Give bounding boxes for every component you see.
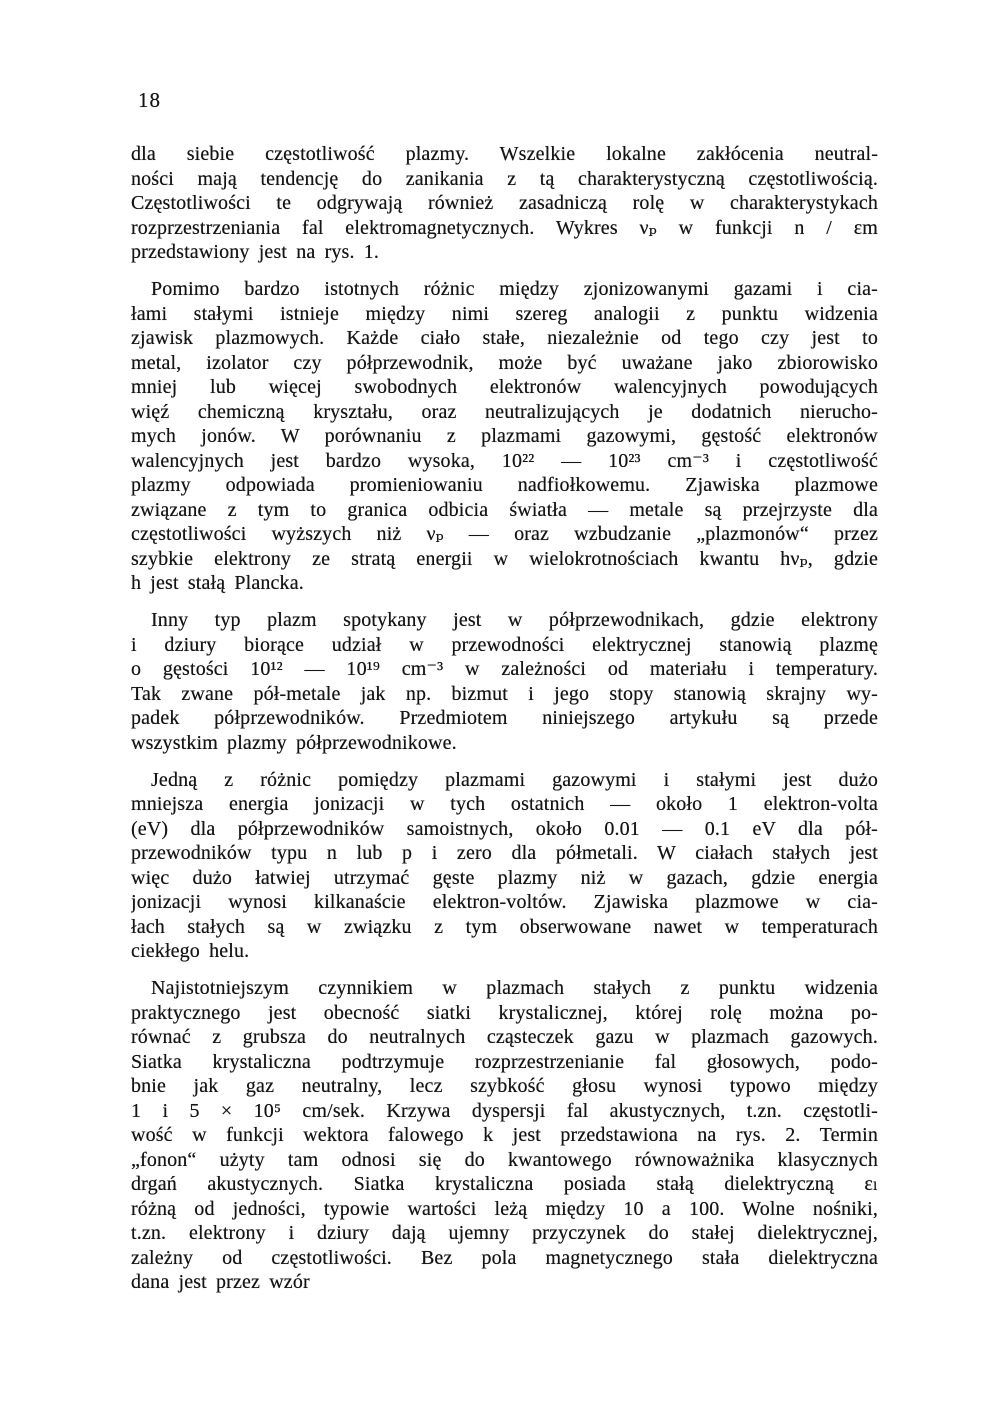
text-line: wszystkim plazmy półprzewodnikowe. — [131, 731, 457, 754]
text-line: h jest stałą Plancka. — [131, 572, 304, 594]
text-line: dla siebie częstotliwość plazmy. Wszelkie lokalne zakłócenia neutral- — [131, 143, 878, 165]
text-line: ności mają tendencję do zanikania z tą charakterystyczną częstotliwością. — [131, 167, 878, 190]
text-line: przedstawiony jest na rys. 1. — [131, 241, 380, 263]
text-line: równać z grubsza do neutralnych cząsteczek gazu w plazmach gazowych. — [131, 1026, 878, 1048]
text-line: Pomimo bardzo istotnych różnic między zjonizowanymi gazami i cia- — [151, 278, 878, 300]
page-number: 18 — [138, 88, 161, 112]
paragraph — [131, 142, 878, 265]
text-line: mniejsza energia jonizacji w tych ostatnich — około 1 elektron-volta — [131, 793, 878, 815]
paragraph — [131, 277, 878, 596]
text-line: szybkie elektrony ze stratą energii w wielokrotnościach kwantu hνₚ, gdzie — [131, 547, 878, 570]
text-line: łami stałymi istnieje między nimi szereg analogii z punktu widzenia — [131, 302, 878, 325]
text-line: wość w funkcji wektora falowego k jest przedstawiona na rys. 2. Termin — [131, 1124, 878, 1146]
text-line: Częstotliwości te odgrywają również zasadniczą rolę w charakterystykach — [131, 192, 878, 214]
text-line: Jedną z różnic pomiędzy plazmami gazowymi i stałymi jest dużo — [151, 768, 878, 791]
text-line: i dziury biorące udział w przewodności elektrycznej stanowią plazmę — [131, 633, 878, 656]
text-line: więź chemiczną kryształu, oraz neutralizujących je dodatnich nierucho- — [131, 400, 878, 423]
text-line: praktycznego jest obecność siatki krystalicznej, której rolę można po- — [131, 1001, 878, 1024]
text-line: jonizacji wynosi kilkanaście elektron-voltów. Zjawiska plazmowe w cia- — [131, 891, 878, 913]
text-line: dana jest przez wzór — [131, 1271, 310, 1293]
text-line: przewodników typu n lub p i zero dla półmetali. W ciałach stałych jest — [131, 842, 878, 864]
text-line: związane z tym to granica odbicia światła — metale są przejrzyste dla — [131, 498, 878, 521]
text-line: Tak zwane pół-metale jak np. bizmut i jego stopy stanowią skrajny wy- — [131, 682, 878, 705]
text-line: więc dużo łatwiej utrzymać gęste plazmy niż w gazach, gdzie energia — [131, 866, 878, 889]
text-line: Inny typ plazm spotykany jest w półprzewodnikach, gdzie elektrony — [151, 609, 878, 631]
text-line: „fonon“ użyty tam odnosi się do kwantowego równoważnika klasycznych — [131, 1148, 878, 1171]
text-line: częstotliwości wyższych niż νₚ — oraz wzbudzanie „plazmonów“ przez — [131, 523, 878, 545]
text-line: walencyjnych jest bardzo wysoka, 10²² — 10²³ cm⁻³ i częstotliwość — [131, 449, 878, 472]
text-line: ciekłego helu. — [131, 940, 250, 962]
text-line: mniej lub więcej swobodnych elektronów walencyjnych powodujących — [131, 376, 878, 398]
text-line: plazmy odpowiada promieniowaniu nadfiołkowemu. Zjawiska plazmowe — [131, 474, 878, 496]
paragraph — [131, 976, 878, 1295]
text-line: drgań akustycznych. Siatka krystaliczna posiada stałą dielektryczną εₗ — [131, 1173, 878, 1195]
text-line: o gęstości 10¹² — 10¹⁹ cm⁻³ w zależności od materiału i temperatury. — [131, 658, 878, 680]
text-line: Siatka krystaliczna podtrzymuje rozprzestrzenianie fal głosowych, podo- — [131, 1050, 878, 1073]
text-line: t.zn. elektrony i dziury dają ujemny przyczynek do stałej dielektrycznej, — [131, 1222, 878, 1244]
text-line: mych jonów. W porównaniu z plazmami gazowymi, gęstość elektronów — [131, 425, 878, 447]
paragraph — [131, 608, 878, 755]
text-line: łach stałych są w związku z tym obserwowane nawet w temperaturach — [131, 915, 878, 938]
text-line: 1 i 5 × 10⁵ cm/sek. Krzywa dyspersji fal akustycznych, t.zn. częstotli- — [131, 1099, 878, 1122]
text-line: różną od jedności, typowie wartości leżą między 10 a 100. Wolne nośniki, — [131, 1197, 878, 1220]
text-line: Najistotniejszym czynnikiem w plazmach stałych z punktu widzenia — [151, 977, 878, 999]
paragraph — [131, 768, 878, 964]
text-line: zjawisk plazmowych. Każde ciało stałe, niezależnie od tego czy jest to — [131, 327, 878, 349]
text-line: rozprzestrzeniania fal elektromagnetycznych. Wykres νₚ w funkcji n / εm — [131, 216, 878, 239]
text-line: (eV) dla półprzewodników samoistnych, około 0.01 — 0.1 eV dla pół- — [131, 817, 878, 840]
text-line: padek półprzewodników. Przedmiotem niniejszego artykułu są przede — [131, 707, 878, 729]
text-line: zależny od częstotliwości. Bez pola magnetycznego stała dielektryczna — [131, 1246, 878, 1269]
text-line: bnie jak gaz neutralny, lecz szybkość głosu wynosi typowo między — [131, 1075, 878, 1097]
body-text — [131, 142, 878, 1295]
text-line: metal, izolator czy półprzewodnik, może być uważane jako zbiorowisko — [131, 351, 878, 374]
